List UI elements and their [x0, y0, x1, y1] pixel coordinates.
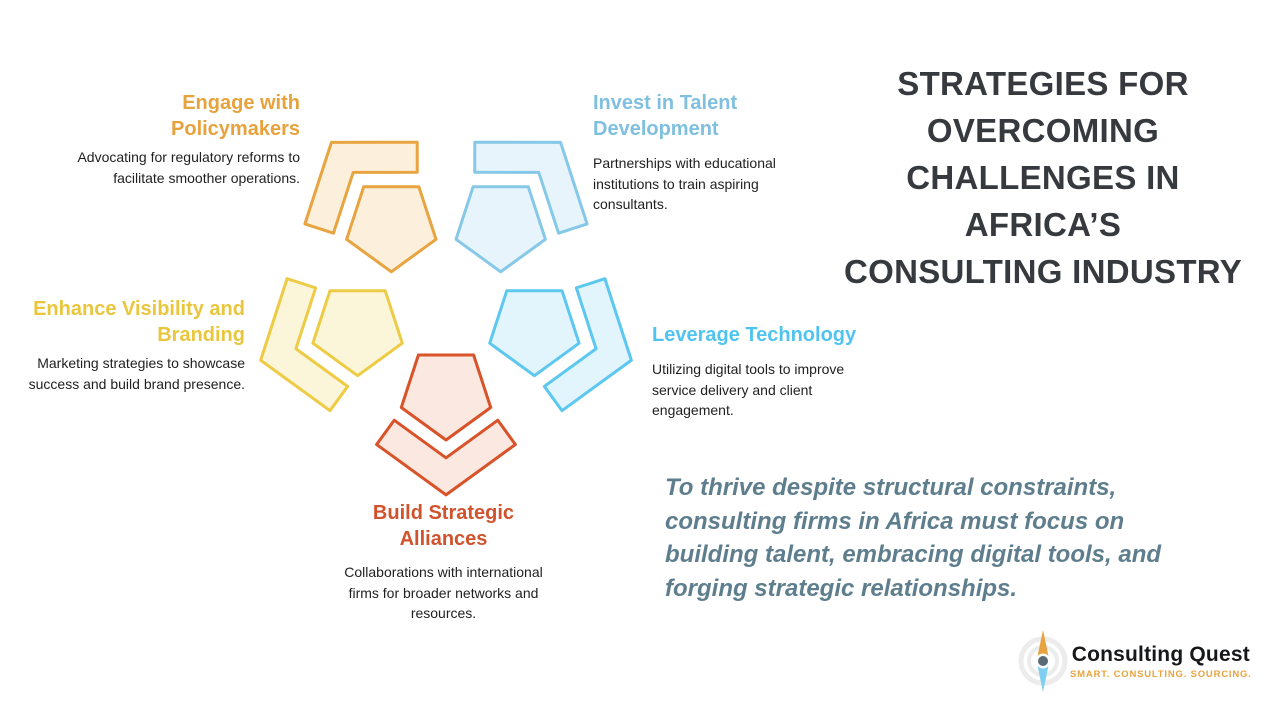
- brand-logo-text: [1070, 643, 1252, 680]
- strategy-block-leverage-technology: [652, 322, 864, 421]
- pentagon-build-strategic-alliances: [401, 355, 490, 440]
- page-title-line: CHALLENGES IN AFRICA’S: [906, 159, 1180, 243]
- strategy-description: Marketing strategies to showcase success and build brand presence.: [28, 355, 245, 392]
- page-title-line: STRATEGIES FOR: [897, 65, 1189, 102]
- strategy-label: Invest in Talent Development: [593, 92, 738, 140]
- compass-hub: [1038, 656, 1048, 666]
- strategy-description: Utilizing digital tools to improve service delivery and client engagement.: [652, 361, 845, 418]
- compass-icon: [1018, 628, 1068, 694]
- strategy-label: Engage with Policymakers: [171, 92, 300, 140]
- strategy-description: Advocating for regulatory reforms to facilitate smoother operations.: [77, 149, 300, 186]
- strategy-label: Leverage Technology: [652, 324, 857, 346]
- page-title-line: CONSULTING INDUSTRY: [843, 253, 1243, 290]
- page-title-line: OVERCOMING: [926, 112, 1160, 149]
- page-title: [843, 60, 1243, 295]
- summary-quote-line: forging strategic relationships.: [665, 574, 1018, 602]
- pentagon-invest-in-talent-development: [456, 187, 545, 272]
- summary-quote-line: To thrive despite structural constraints,: [665, 474, 1117, 501]
- summary-quote-line: building talent, embracing digital tools, and: [665, 541, 1162, 568]
- brand-tagline: SMART. CONSULTING. SOURCING.: [1070, 668, 1252, 680]
- strategy-block-invest-talent: [593, 90, 789, 215]
- brand-logo: [1018, 628, 1252, 694]
- strategy-label: Enhance Visibility and Branding: [33, 298, 245, 346]
- strategy-label: Build Strategic Alliances: [372, 502, 515, 550]
- strategy-block-engage-policymakers: [65, 90, 300, 188]
- pentagon-leverage-technology: [490, 291, 579, 376]
- summary-quote: [665, 471, 1165, 605]
- brand-name: Consulting Quest: [1071, 642, 1250, 666]
- strategy-shape-leverage-technology: [490, 271, 653, 426]
- pentagon-engage-with-policymakers: [347, 187, 436, 272]
- summary-quote-line: consulting firms in Africa must focus on: [665, 507, 1125, 535]
- strategy-block-build-alliances: [336, 500, 551, 624]
- strategy-description: Collaborations with international firms for broader networks and resources.: [344, 564, 543, 621]
- strategy-block-enhance-visibility: [10, 296, 245, 394]
- strategy-description: Partnerships with educational institutions to train aspiring consultants.: [593, 155, 776, 212]
- pentagon-enhance-visibility-and-branding: [313, 291, 402, 376]
- strategy-shape-enhance-visibility-and-branding: [239, 271, 402, 426]
- strategy-shape-build-strategic-alliances: [377, 355, 516, 495]
